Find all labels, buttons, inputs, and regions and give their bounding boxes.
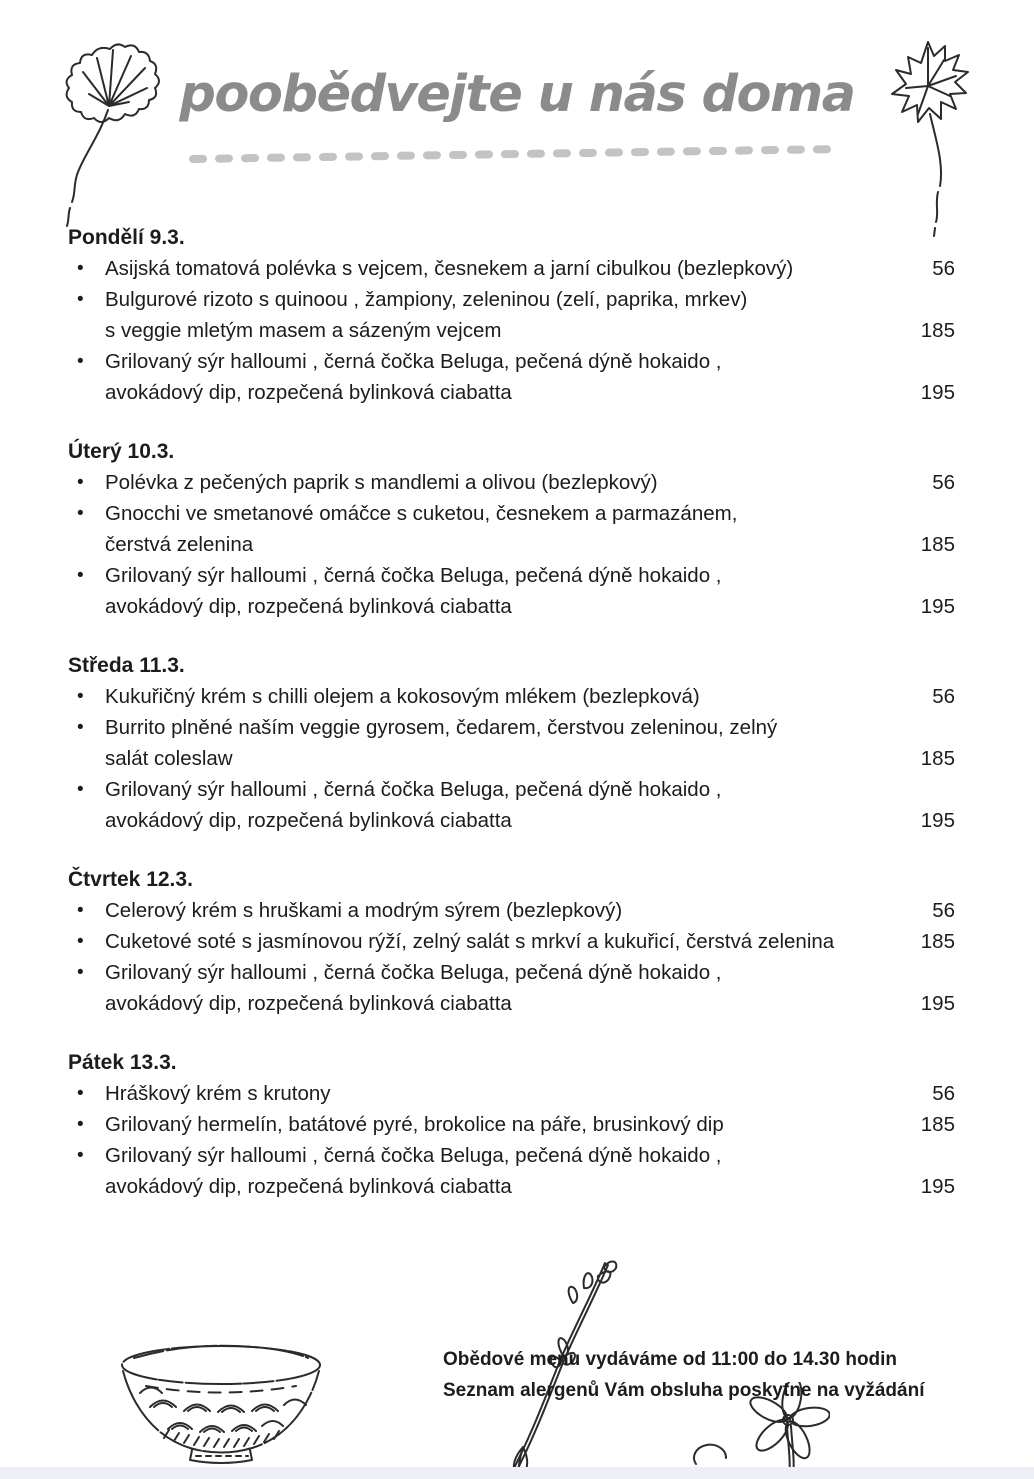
item-price: 185 <box>920 1113 955 1136</box>
menu-item <box>68 957 955 1019</box>
item-lines <box>105 681 924 712</box>
menu-item <box>68 498 955 560</box>
day-items <box>68 467 955 622</box>
footer-line-allergens: Seznam alergenů Vám obsluha poskytne na vyžádání <box>443 1380 925 1401</box>
maple-leaf-icon <box>884 36 976 241</box>
item-line: avokádový dip, rozpečená bylinková ciabatta <box>105 595 512 618</box>
day-heading: Čtvrtek 12.3. <box>68 868 193 891</box>
item-line: Burrito plněné naším veggie gyrosem, čedarem, čerstvou zeleninou, zelný <box>105 716 778 739</box>
item-lines <box>105 957 913 1019</box>
item-lines <box>105 926 913 957</box>
item-price: 56 <box>932 899 955 922</box>
item-line: Bulgurové rizoto s quinoou , žampiony, zeleninou (zelí, paprika, mrkev) <box>105 288 748 311</box>
day-items <box>68 1078 955 1202</box>
item-line: Grilovaný sýr halloumi , černá čočka Beluga, pečená dýně hokaido , <box>105 961 722 984</box>
item-line: Cuketové soté s jasmínovou rýží, zelný salát s mrkví a kukuřicí, čerstvá zelenina <box>105 930 835 953</box>
item-line: Grilovaný sýr halloumi , černá čočka Beluga, pečená dýně hokaido , <box>105 778 722 801</box>
item-line: Grilovaný hermelín, batátové pyré, brokolice na páře, brusinkový dip <box>105 1113 724 1136</box>
item-price: 185 <box>920 319 955 342</box>
day-section <box>68 864 955 1019</box>
bullet-icon: • <box>77 717 84 738</box>
item-price: 56 <box>932 685 955 708</box>
item-line: Grilovaný sýr halloumi , černá čočka Beluga, pečená dýně hokaido , <box>105 350 722 373</box>
day-heading: Středa 11.3. <box>68 654 185 677</box>
dash-divider-line <box>193 149 841 159</box>
item-line: Asijská tomatová polévka s vejcem, česnekem a jarní cibulkou (bezlepkový) <box>105 257 794 280</box>
item-lines <box>105 284 913 346</box>
item-lines <box>105 1078 924 1109</box>
item-price: 56 <box>932 257 955 280</box>
day-section <box>68 222 955 408</box>
menu-item <box>68 926 955 957</box>
bullet-icon: • <box>77 962 84 983</box>
day-items <box>68 895 955 1019</box>
menu-item <box>68 467 955 498</box>
item-line: Hráškový krém s krutony <box>105 1082 331 1105</box>
day-section <box>68 1047 955 1202</box>
menu-item <box>68 681 955 712</box>
item-price: 56 <box>932 471 955 494</box>
item-line: Polévka z pečených paprik s mandlemi a olivou (bezlepkový) <box>105 471 658 494</box>
menu-item <box>68 346 955 408</box>
item-price: 195 <box>920 595 955 618</box>
day-items <box>68 681 955 836</box>
item-line: Grilovaný sýr halloumi , černá čočka Beluga, pečená dýně hokaido , <box>105 1144 722 1167</box>
day-items <box>68 253 955 408</box>
day-heading: Pondělí 9.3. <box>68 226 185 249</box>
item-price: 195 <box>920 992 955 1015</box>
item-line: s veggie mletým masem a sázeným vejcem <box>105 319 502 342</box>
footer-line-serving-hours: Obědové menu vydáváme od 11:00 do 14.30 hodin <box>443 1349 898 1370</box>
item-lines <box>105 712 913 774</box>
menu-item <box>68 774 955 836</box>
dash-divider <box>185 140 849 166</box>
menu-item <box>68 895 955 926</box>
day-heading: Pátek 13.3. <box>68 1051 177 1074</box>
item-line: Kukuřičný krém s chilli olejem a kokosovým mlékem (bezlepková) <box>105 685 700 708</box>
item-lines <box>105 253 924 284</box>
item-price: 185 <box>920 533 955 556</box>
item-lines <box>105 774 913 836</box>
item-lines <box>105 346 913 408</box>
bullet-icon: • <box>77 686 84 707</box>
item-price: 195 <box>920 809 955 832</box>
bullet-icon: • <box>77 503 84 524</box>
rice-bowl-icon <box>112 1341 330 1468</box>
item-lines <box>105 1140 913 1202</box>
menu-item <box>68 284 955 346</box>
item-line: avokádový dip, rozpečená bylinková ciabatta <box>105 1175 512 1198</box>
bullet-icon: • <box>77 472 84 493</box>
item-lines <box>105 895 924 926</box>
item-price: 185 <box>920 747 955 770</box>
bullet-icon: • <box>77 1114 84 1135</box>
menu-item <box>68 560 955 622</box>
bullet-icon: • <box>77 1145 84 1166</box>
menu-item <box>68 712 955 774</box>
item-price: 195 <box>920 1175 955 1198</box>
page-title: poobědvejte u nás doma <box>179 65 855 124</box>
menu-item <box>68 1109 955 1140</box>
bullet-icon: • <box>77 565 84 586</box>
bullet-icon: • <box>77 289 84 310</box>
item-line: avokádový dip, rozpečená bylinková ciabatta <box>105 381 512 404</box>
item-line: salát coleslaw <box>105 747 233 770</box>
bullet-icon: • <box>77 258 84 279</box>
geranium-leaf-icon <box>52 36 164 236</box>
item-line: Gnocchi ve smetanové omáčce s cuketou, česnekem a parmazánem, <box>105 502 738 525</box>
day-section <box>68 436 955 622</box>
bullet-icon: • <box>77 1083 84 1104</box>
item-line: avokádový dip, rozpečená bylinková ciabatta <box>105 809 512 832</box>
item-lines <box>105 467 924 498</box>
day-heading: Úterý 10.3. <box>68 440 175 463</box>
item-line: Celerový krém s hruškami a modrým sýrem (bezlepkový) <box>105 899 623 922</box>
item-line: čerstvá zelenina <box>105 533 254 556</box>
day-section <box>68 650 955 836</box>
item-price: 185 <box>920 930 955 953</box>
bottom-bar <box>0 1467 1034 1479</box>
footer-note <box>443 1344 925 1406</box>
item-price: 56 <box>932 1082 955 1105</box>
bullet-icon: • <box>77 900 84 921</box>
item-lines <box>105 560 913 622</box>
menu-sections <box>68 222 955 1202</box>
menu-item <box>68 253 955 284</box>
item-price: 195 <box>920 381 955 404</box>
item-lines <box>105 498 913 560</box>
item-line: avokádový dip, rozpečená bylinková ciabatta <box>105 992 512 1015</box>
item-line: Grilovaný sýr halloumi , černá čočka Beluga, pečená dýně hokaido , <box>105 564 722 587</box>
menu-item <box>68 1078 955 1109</box>
bullet-icon: • <box>77 931 84 952</box>
item-lines <box>105 1109 913 1140</box>
bullet-icon: • <box>77 779 84 800</box>
menu-item <box>68 1140 955 1202</box>
bullet-icon: • <box>77 351 84 372</box>
